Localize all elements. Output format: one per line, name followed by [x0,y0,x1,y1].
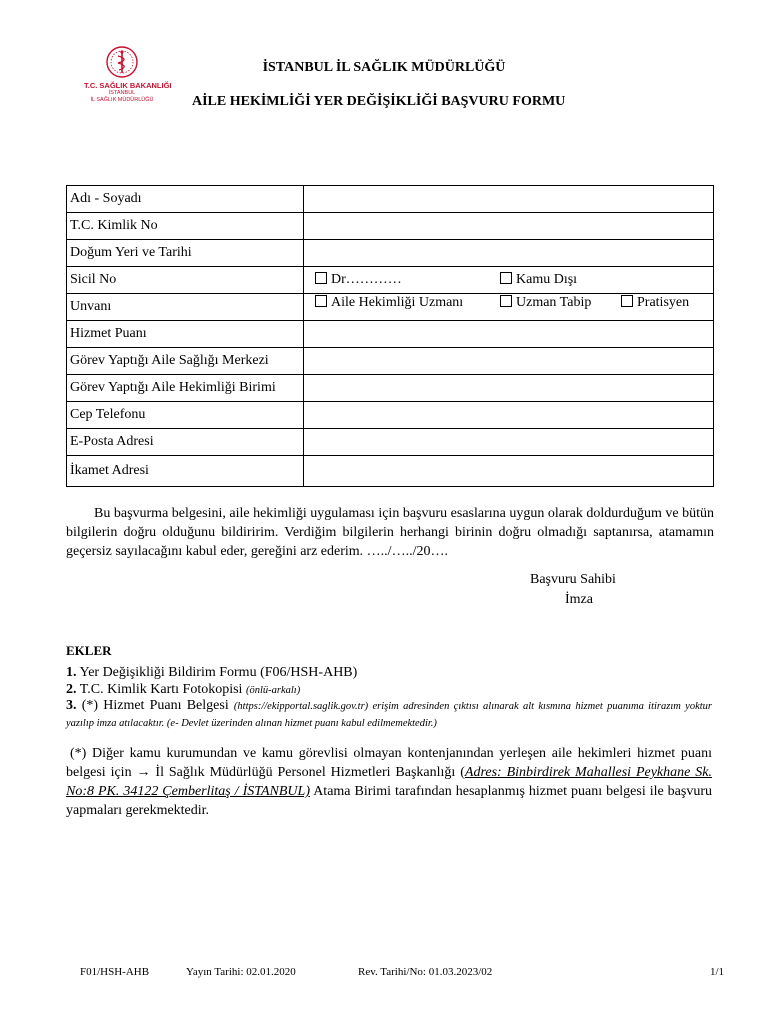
checkbox-icon[interactable] [621,295,633,307]
sicil-option-dr[interactable] [315,272,402,288]
checkbox-icon[interactable] [315,295,327,307]
attachment-note: (https://ekipportal.saglik.gov.tr) erişim adresinden çıktısı alınarak alt kısmına hizmet puanıma itirazım yoktur yazılıp imza atılacaktır. (e- Devlet üzerinden alınan hizmet puanı kabul edilmemektedir.) [66,701,712,729]
attachment-item-2 [66,682,300,698]
field-label-birth: Doğum Yeri ve Tarihi [67,240,304,267]
field-label-unvan: Unvanı [67,294,304,321]
field-label-hizmet-puani: Hizmet Puanı [67,321,304,348]
field-value-email[interactable] [304,429,714,456]
footer-doc-code: F01/HSH-AHB [80,966,150,978]
footer-publish-date: Yayın Tarihi: 02.01.2020 [186,966,296,978]
table-row [67,456,714,487]
logo-city: İSTANBUL [108,90,136,96]
attachment-number: 1. [66,665,77,680]
attachment-text: Yer Değişikliği Bildirim Formu (F06/HSH-AHB) [79,665,358,680]
table-row [67,213,714,240]
declaration-text: Bu başvurma belgesini, aile hekimliği uygulaması için başvuru esaslarına uygun olarak doldurduğum ve bütün bilgilerin doğru olduğunu bildiririm. Verdiğim bilgilerin herhangi birinin doğru olmadığı saptanırsa, atamamın geçersiz sayılacağını kabul eder, gereğini arz ederim. …../…../20…. [66,506,714,559]
attachment-text: T.C. Kimlik Kartı Fotokopisi [79,682,243,697]
checkbox-icon[interactable] [500,272,512,284]
note-text: (*) Diğer kamu kurumundan ve kamu görevlisi olmayan kontenjanından yerleşen aile hekimleri hizmet puanı belgesi için → İl Sağlık Müdürlüğü Personel Hizmetleri Başkanlığı ( [66,746,712,780]
checkbox-icon[interactable] [315,272,327,284]
field-value-ahb[interactable] [304,375,714,402]
field-value-tc-id[interactable] [304,213,714,240]
unvan-option-pratisyen-label: Pratisyen [637,295,690,310]
application-form-table [66,185,714,487]
field-value-hizmet-puani[interactable] [304,321,714,348]
attachments-heading: EKLER [66,643,112,658]
table-row [67,321,714,348]
attachment-text: (*) Hizmet Puanı Belgesi [81,698,229,713]
unvan-option-uzman-tabip-label: Uzman Tabip [516,295,592,310]
field-value-name[interactable] [304,186,714,213]
unvan-option-pratisyen[interactable] [621,295,689,311]
checkbox-icon[interactable] [500,295,512,307]
info-note [66,744,712,820]
footer-page-number: 1/1 [710,966,725,978]
note-address: Adres: Binbirdirek Mahallesi Peykhane Sk. No:8 PK. 34122 Çemberlitaş / İSTANBUL) [66,765,712,799]
note-text-end: Atama Birimi tarafından hesaplanmış hizmet puanı belgesi ile başvuru yapmaları gerekmektedir. [66,784,712,818]
field-label-sicil: Sicil No [67,267,304,294]
attachment-number: 3. [66,698,77,713]
field-label-name: Adı - Soyadı [67,186,304,213]
field-label-asm: Görev Yaptığı Aile Sağlığı Merkezi [67,348,304,375]
field-label-ahb: Görev Yaptığı Aile Hekimliği Birimi [67,375,304,402]
field-value-birth[interactable] [304,240,714,267]
table-row [67,267,714,294]
table-row [67,402,714,429]
table-row [67,429,714,456]
field-value-phone[interactable] [304,402,714,429]
sicil-option-kamu-disi[interactable] [500,272,577,288]
unvan-option-aile-hekimligi-label: Aile Hekimliği Uzmanı [331,295,464,310]
field-label-email: E-Posta Adresi [67,429,304,456]
unvan-option-uzman-tabip[interactable] [500,295,591,311]
footer-revision: Rev. Tarihi/No: 01.03.2023/02 [358,966,493,978]
table-row [67,240,714,267]
table-row [67,186,714,213]
field-value-unvan [304,294,714,321]
logo-directorate: İL SAĞLIK MÜDÜRLÜĞÜ [90,97,154,103]
attachment-item-3 [66,698,712,732]
logo-ministry-name: T.C. SAĞLIK BAKANLIĞI [84,81,172,90]
form-title: AİLE HEKİMLİĞİ YER DEĞİŞİKLİĞİ BAŞVURU FORMU [192,94,566,109]
attachment-note: (önlü-arkalı) [245,685,301,696]
document-title: İSTANBUL İL SAĞLIK MÜDÜRLÜĞÜ [262,60,506,75]
unvan-option-aile-hekimligi[interactable] [315,295,463,311]
sicil-option-dr-label: Dr………… [331,272,402,287]
field-value-asm[interactable] [304,348,714,375]
signature-label: Başvuru Sahibi [530,572,616,587]
field-label-tc-id: T.C. Kimlik No [67,213,304,240]
field-label-phone: Cep Telefonu [67,402,304,429]
sicil-option-kamu-disi-label: Kamu Dışı [516,272,578,287]
attachment-item-1 [66,665,357,681]
field-value-address[interactable] [304,456,714,487]
signature-imza: İmza [565,592,593,607]
field-value-sicil [304,267,714,294]
table-row [67,294,714,321]
field-label-address: İkamet Adresi [67,456,304,487]
table-row [67,348,714,375]
table-row [67,375,714,402]
attachment-number: 2. [66,682,77,697]
